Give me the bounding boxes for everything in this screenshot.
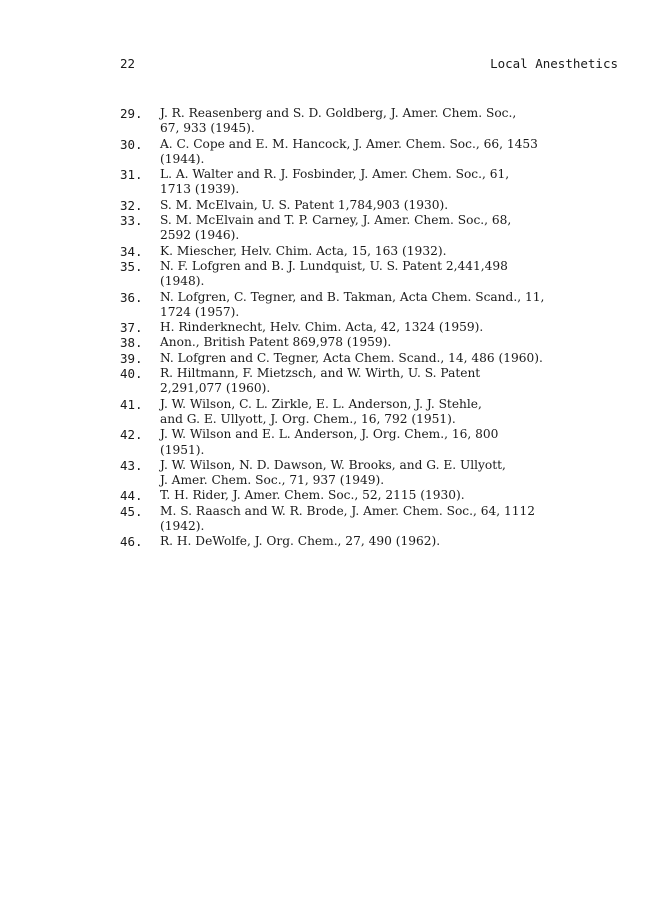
reference-text: H. Rinderknecht, Helv. Chim. Acta, 42, 1324 (1959).: [160, 320, 484, 335]
reference-text: N. Lofgren, C. Tegner, and B. Takman, Acta Chem. Scand., 11, 1724 (1957).: [160, 289, 545, 319]
reference-number: 45.: [120, 503, 143, 519]
reference-item: [120, 458, 620, 489]
reference-text: S. M. McElvain, U. S. Patent 1,784,903 (1930).: [160, 197, 449, 212]
reference-number: 46.: [120, 534, 143, 550]
reference-number: 34.: [120, 243, 143, 259]
reference-item: [120, 488, 620, 503]
page-number: 22: [120, 56, 136, 71]
reference-item: [120, 244, 620, 259]
reference-text: N. F. Lofgren and B. J. Lundquist, U. S. Patent 2,441,498 (1948).: [160, 258, 508, 289]
reference-number: 40.: [120, 366, 143, 382]
reference-text: M. S. Raasch and W. R. Brode, J. Amer. Chem. Soc., 64, 1112 (1942).: [160, 503, 536, 534]
reference-item: [120, 290, 620, 321]
reference-number: 38.: [120, 335, 143, 351]
reference-item: [120, 259, 620, 290]
reference-number: 35.: [120, 258, 143, 274]
reference-text: N. Lofgren and C. Tegner, Acta Chem. Scand., 14, 486 (1960).: [160, 350, 543, 365]
reference-number: 30.: [120, 136, 143, 152]
reference-item: [120, 106, 620, 137]
reference-item: [120, 534, 620, 549]
reference-number: 39.: [120, 350, 143, 366]
running-title: Local Anesthetics: [490, 56, 618, 71]
reference-text: T. H. Rider, J. Amer. Chem. Soc., 52, 2115 (1930).: [160, 488, 465, 503]
reference-item: [120, 198, 620, 213]
reference-text: A. C. Cope and E. M. Hancock, J. Amer. Chem. Soc., 66, 1453 (1944).: [160, 136, 538, 166]
reference-text: R. H. DeWolfe, J. Org. Chem., 27, 490 (1962).: [160, 534, 441, 549]
reference-item: [120, 427, 620, 458]
reference-number: 37.: [120, 320, 143, 336]
reference-number: 33.: [120, 213, 143, 229]
reference-item: [120, 320, 620, 335]
reference-item: [120, 504, 620, 535]
reference-item: [120, 167, 620, 198]
reference-text: K. Miescher, Helv. Chim. Acta, 15, 163 (1932).: [160, 243, 447, 258]
reference-item: [120, 213, 620, 244]
reference-item: [120, 137, 620, 168]
page-header: [120, 56, 618, 72]
reference-item: [120, 366, 620, 397]
reference-text: R. Hiltmann, F. Mietzsch, and W. Wirth, U. S. Patent 2,291,077 (1960).: [160, 366, 481, 396]
reference-text: J. W. Wilson and E. L. Anderson, J. Org. Chem., 16, 800 (1951).: [160, 427, 499, 457]
reference-item: [120, 335, 620, 350]
reference-text: S. M. McElvain and T. P. Carney, J. Amer. Chem. Soc., 68, 2592 (1946).: [160, 213, 512, 243]
reference-number: 43.: [120, 457, 143, 473]
reference-text: J. W. Wilson, C. L. Zirkle, E. L. Anderson, J. J. Stehle, and G. E. Ullyott, J. Org. Chem., 16, 792 (1951).: [160, 396, 482, 426]
reference-number: 41.: [120, 396, 143, 412]
reference-number: 36.: [120, 289, 143, 305]
reference-number: 44.: [120, 488, 143, 504]
reference-number: 31.: [120, 167, 143, 183]
reference-text: L. A. Walter and R. J. Fosbinder, J. Amer. Chem. Soc., 61, 1713 (1939).: [160, 167, 510, 197]
reference-number: 32.: [120, 197, 143, 213]
reference-list: [120, 106, 620, 550]
reference-number: 42.: [120, 427, 143, 443]
reference-text: J. W. Wilson, N. D. Dawson, W. Brooks, and G. E. Ullyott, J. Amer. Chem. Soc., 71, 937 (1949).: [160, 457, 506, 488]
reference-text: Anon., British Patent 869,978 (1959).: [160, 335, 392, 350]
reference-number: 29.: [120, 106, 143, 121]
reference-item: [120, 351, 620, 366]
reference-text: J. R. Reasenberg and S. D. Goldberg, J. Amer. Chem. Soc., 67, 933 (1945).: [160, 106, 517, 136]
reference-item: [120, 397, 620, 428]
